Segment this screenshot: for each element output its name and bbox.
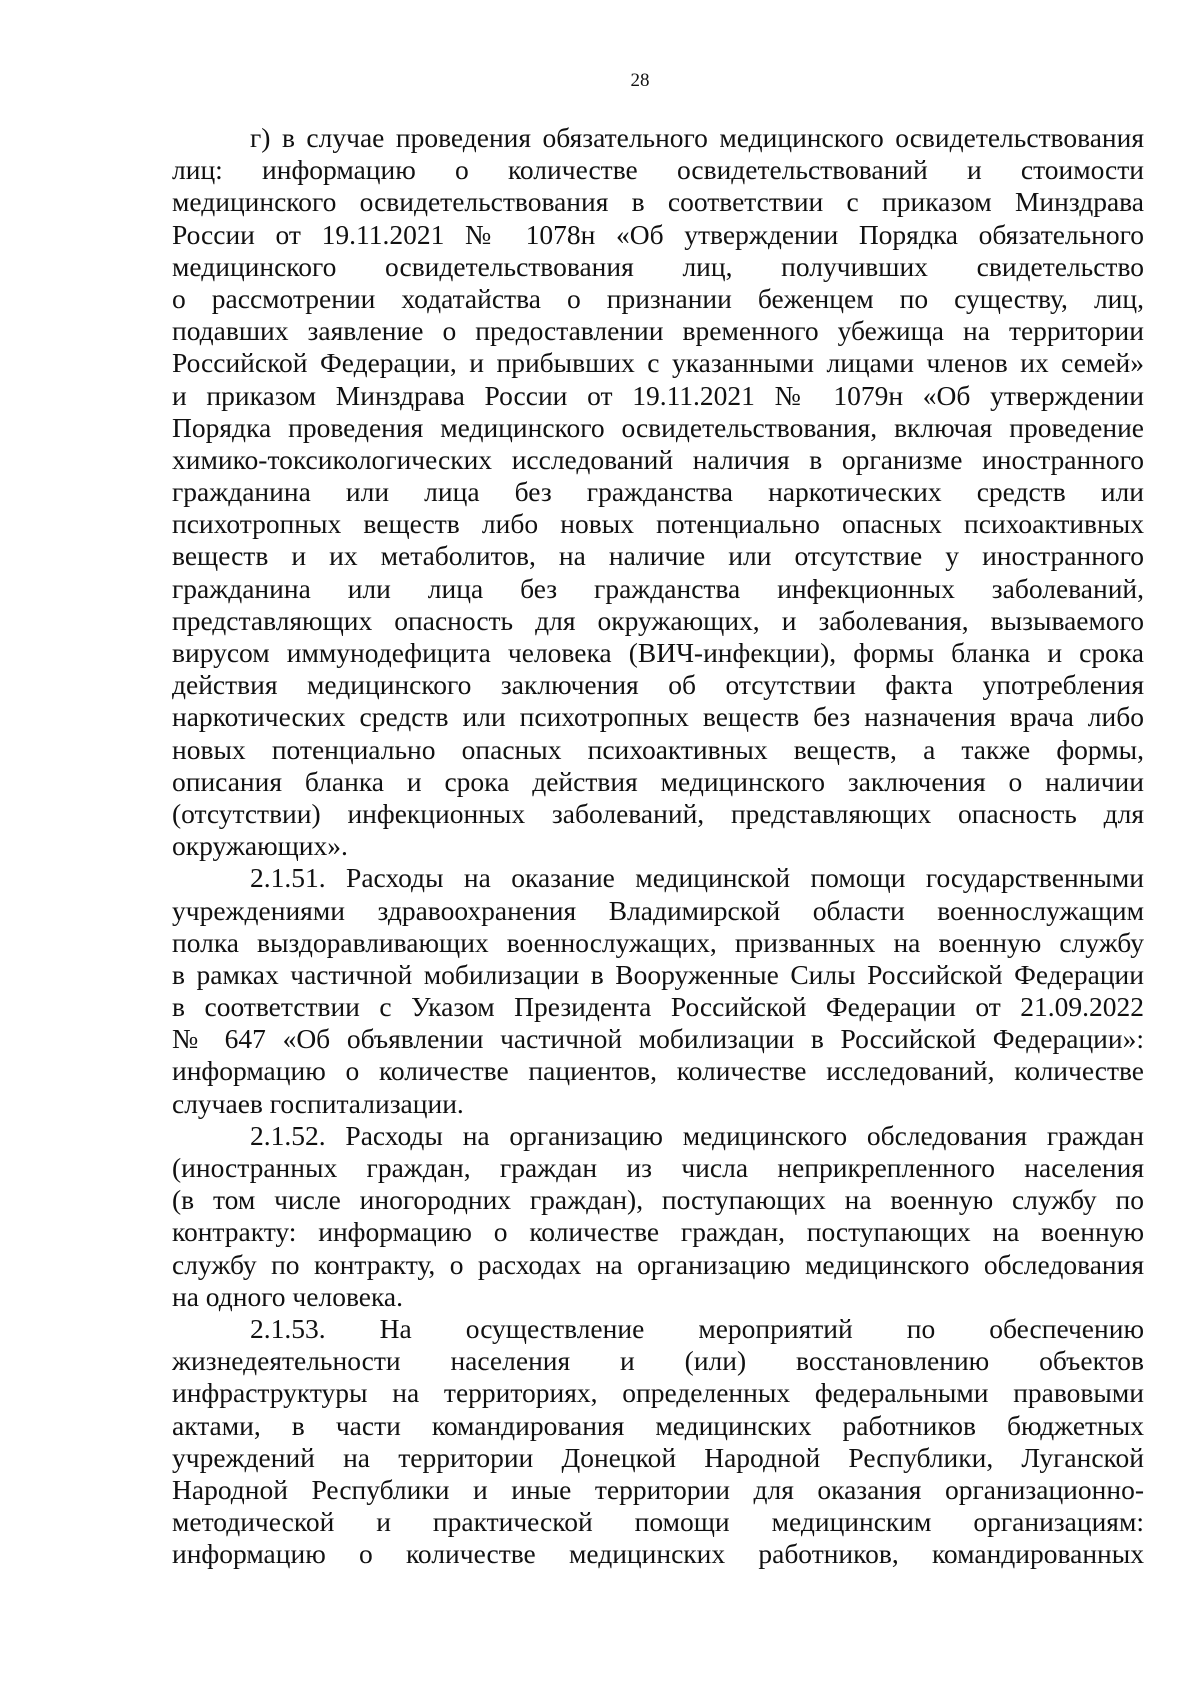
text-line: методической и практической помощи медицинским организациям: [172, 1506, 1144, 1538]
text-line: наркотических средств или психотропных веществ без назначения врача либо [172, 701, 1144, 733]
text-line: и приказом Минздрава России от 19.11.2021 № 1079н «Об утверждении [172, 379, 1144, 411]
text-line: (в том числе иногородних граждан), поступающих на военную службу по [172, 1184, 1144, 1216]
text-line: информацию о количестве пациентов, количестве исследований, количестве [172, 1055, 1144, 1087]
text-line: веществ и их метаболитов, на наличие или отсутствие у иностранного [172, 540, 1144, 572]
text-line: жизнедеятельности населения и (или) восстановлению объектов [172, 1345, 1144, 1377]
text-line: № 647 «Об объявлении частичной мобилизации в Российской Федерации»: [172, 1023, 1144, 1055]
text-line: на одного человека. [172, 1280, 403, 1312]
text-line: в рамках частичной мобилизации в Вооруженные Силы Российской Федерации [172, 958, 1144, 990]
text-line: о рассмотрении ходатайства о признании беженцем по существу, лиц, [172, 282, 1144, 314]
text-line: в соответствии с Указом Президента Российской Федерации от 21.09.2022 [172, 991, 1144, 1023]
text-line: медицинского освидетельствования в соответствии с приказом Минздрава [172, 186, 1144, 218]
text-line: инфраструктуры на территориях, определенных федеральными правовыми [172, 1377, 1144, 1409]
text-line: действия медицинского заключения об отсутствии факта употребления [172, 669, 1144, 701]
text-line: России от 19.11.2021 № 1078н «Об утверждении Порядка обязательного [172, 218, 1144, 250]
text-line: химико-токсикологических исследований наличия в организме иностранного [172, 443, 1144, 475]
text-line: учреждений на территории Донецкой Народной Республики, Луганской [172, 1441, 1144, 1473]
text-line: актами, в части командирования медицинских работников бюджетных [172, 1409, 1144, 1441]
text-line: Российской Федерации, и прибывших с указанными лицами членов их семей» [172, 347, 1144, 379]
text-line: службу по контракту, о расходах на организацию медицинского обследования [172, 1248, 1144, 1280]
text-line: Народной Республики и иные территории для оказания организационно- [172, 1473, 1144, 1505]
text-line: учреждениями здравоохранения Владимирской области военнослужащим [172, 894, 1144, 926]
text-line: окружающих». [172, 830, 348, 862]
paragraph-item-g [172, 122, 1144, 862]
text-line: подавших заявление о предоставлении временного убежища на территории [172, 315, 1144, 347]
text-line: полка выздоравливающих военнослужащих, призванных на военную службу [172, 926, 1144, 958]
text-line: (отсутствии) инфекционных заболеваний, представляющих опасность для [172, 797, 1144, 829]
page-number: 28 [630, 70, 650, 91]
text-line: медицинского освидетельствования лиц, получивших свидетельство [172, 250, 1144, 282]
text-line: описания бланка и срока действия медицинского заключения о наличии [172, 765, 1144, 797]
text-line: гражданина или лица без гражданства наркотических средств или [172, 476, 1144, 508]
text-line: 2.1.51. Расходы на оказание медицинской помощи государственными [250, 862, 1144, 894]
text-line: случаев госпитализации. [172, 1087, 464, 1119]
text-line: гражданина или лица без гражданства инфекционных заболеваний, [172, 572, 1144, 604]
text-line: представляющих опасность для окружающих, и заболевания, вызываемого [172, 604, 1144, 636]
paragraph-2-1-51 [172, 862, 1144, 1120]
text-line: психотропных веществ либо новых потенциально опасных психоактивных [172, 508, 1144, 540]
text-line: лиц: информацию о количестве освидетельствований и стоимости [172, 154, 1144, 186]
text-line: вирусом иммунодефицита человека (ВИЧ-инфекции), формы бланка и срока [172, 637, 1144, 668]
text-line: г) в случае проведения обязательного медицинского освидетельствования [250, 122, 1144, 153]
paragraph-2-1-53 [172, 1313, 1144, 1571]
text-line: информацию о количестве медицинских работников, командированных [172, 1538, 1144, 1570]
text-line: 2.1.53. На осуществление мероприятий по обеспечению [250, 1312, 1144, 1344]
text-line: Порядка проведения медицинского освидетельствования, включая проведение [172, 411, 1144, 443]
text-line: новых потенциально опасных психоактивных веществ, а также формы, [172, 733, 1144, 765]
text-line: 2.1.52. Расходы на организацию медицинского обследования граждан [250, 1119, 1144, 1151]
document-body [172, 122, 1144, 1570]
paragraph-2-1-52 [172, 1120, 1144, 1313]
text-line: контракту: информацию о количестве граждан, поступающих на военную [172, 1216, 1144, 1248]
text-line: (иностранных граждан, граждан из числа неприкрепленного населения [172, 1152, 1144, 1183]
